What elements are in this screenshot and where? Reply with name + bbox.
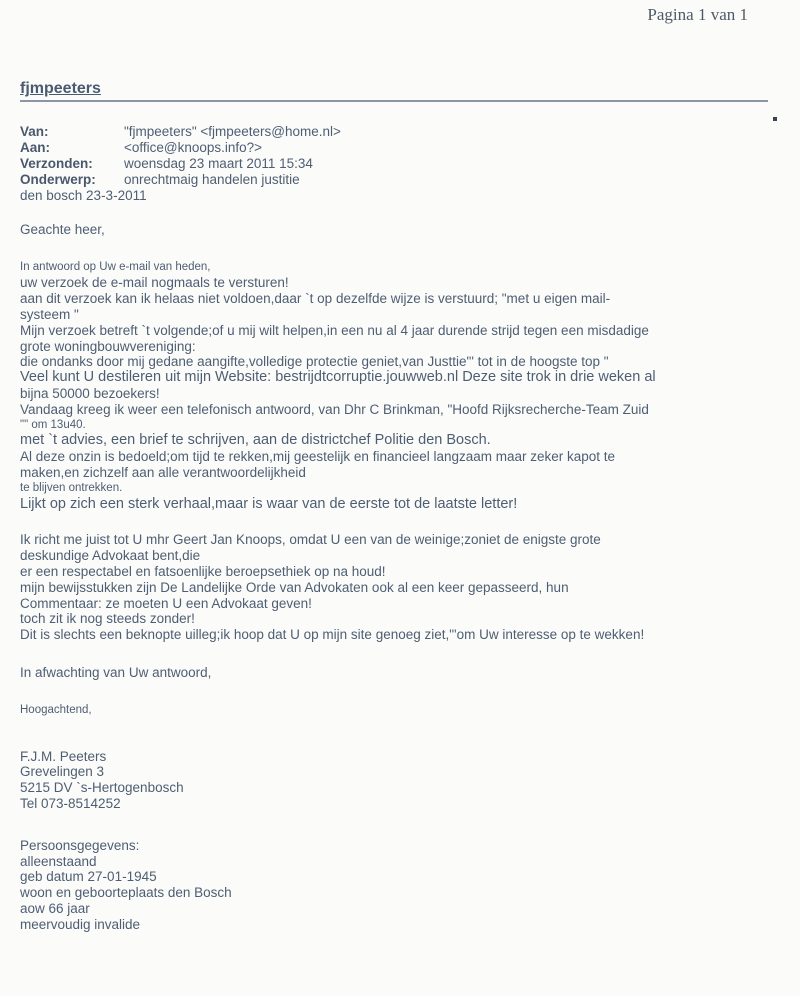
body-line: te blijven ontrekken.	[20, 481, 123, 494]
signature-phone: Tel 073-8514252	[20, 795, 121, 811]
body-line: systeem "	[20, 306, 79, 322]
email-body	[20, 188, 780, 932]
header-sent	[20, 156, 341, 172]
body-line: die ondanks door mij gedane aangifte,volledige protectie geniet,van Justtie"' tot in de hoogste top "	[20, 354, 609, 370]
body-line: "" om 13u40.	[20, 418, 86, 431]
greeting: Hoogachtend,	[20, 703, 92, 716]
personal-line: meervoudig invalide	[20, 916, 141, 932]
body-line: deskundige Advokaat bent,die	[20, 548, 201, 564]
header-to	[20, 140, 341, 156]
header-label: Onderwerp:	[20, 172, 96, 187]
body-line: aan dit verzoek kan ik helaas niet voldoen,daar `t op dezelfde wijze is verstuurd; "met u eigen mail-	[20, 291, 611, 307]
body-line: grote woningbouwvereniging:	[20, 338, 196, 354]
page-indicator: Pagina 1 van 1	[647, 5, 748, 24]
personal-line: alleenstaand	[20, 853, 97, 869]
body-line: uw verzoek de e-mail nogmaals te versturen!	[20, 275, 289, 291]
body-line: Al deze onzin is bedoeld;om tijd te rekken,mij geestelijk en financieel langzaam maar zeker kapot te	[20, 449, 616, 465]
body-line: Lijkt op zich een sterk verhaal,maar is waar van de eerste tot de laatste letter!	[20, 495, 518, 512]
header-label: Aan:	[20, 140, 50, 155]
body-line: Commentaar: ze moeten U een Advokaat geven!	[20, 595, 312, 611]
body-line: maken,en zichzelf aan alle verantwoordelijkheid	[20, 464, 306, 480]
personal-line: geb datum 27-01-1945	[20, 869, 157, 885]
body-line: mijn bewijsstukken zijn De Landelijke Orde van Advokaten ook al een keer gepasseerd, hun	[20, 579, 569, 595]
body-line: met `t advies, een brief te schrijven, aan de districtchef Politie den Bosch.	[20, 432, 491, 449]
closing-line: In afwachting van Uw antwoord,	[20, 664, 212, 680]
body-line: In antwoord op Uw e-mail van heden,	[20, 260, 211, 273]
body-line: Vandaag kreeg ik weer een telefonisch antwoord, van Dhr C Brinkman, "Hoofd Rijksrecherche-Team Zuid	[20, 401, 649, 417]
body-line: bijna 50000 bezoekers!	[20, 385, 160, 401]
header-label: Van:	[20, 124, 49, 139]
header-value: woensdag 23 maart 2011 15:34	[124, 156, 313, 171]
signature-city: 5215 DV `s-Hertogenbosch	[20, 780, 184, 796]
body-line: Veel kunt U destileren uit mijn Website: bestrijdtcorruptie.jouwweb.nl Deze site trok in drie weken al	[20, 369, 656, 386]
salutation: Geachte heer,	[20, 221, 105, 237]
personal-line: aow 66 jaar	[20, 900, 90, 916]
header-value: <office@knoops.info?>	[124, 140, 263, 155]
header-value: onrechtmaig handelen justitie	[124, 172, 300, 187]
personal-heading: Persoonsgegevens:	[20, 837, 140, 853]
email-headers	[20, 124, 341, 188]
sender-heading: fjmpeeters	[20, 80, 101, 97]
body-line: Mijn verzoek betreft `t volgende;of u mij wilt helpen,in een nu al 4 jaar durende strijd tegen een misdadige	[20, 322, 649, 338]
body-line: toch zit ik nog steeds zonder!	[20, 611, 195, 627]
header-divider	[20, 100, 768, 102]
header-subject	[20, 172, 341, 188]
scan-speck	[773, 117, 777, 121]
body-line: er een respectabel en fatsoenlijke beroepsethiek op na houd!	[20, 563, 386, 579]
header-label: Verzonden:	[20, 156, 93, 171]
body-line: Dit is slechts een beknopte uilleg;ik hoop dat U op mijn site genoeg ziet,"'om Uw interesse op te wekken!	[20, 627, 645, 643]
header-value: "fjmpeeters" <fjmpeeters@home.nl>	[124, 124, 341, 139]
signature-street: Grevelingen 3	[20, 764, 105, 780]
header-from	[20, 124, 341, 140]
signature-name: F.J.M. Peeters	[20, 748, 107, 764]
personal-line: woon en geboorteplaats den Bosch	[20, 885, 232, 901]
place-date: den bosch 23-3-2011	[20, 188, 147, 203]
body-line: Ik richt me juist tot U mhr Geert Jan Knoops, omdat U een van de weinige;zoniet de enigste grote	[20, 532, 601, 548]
